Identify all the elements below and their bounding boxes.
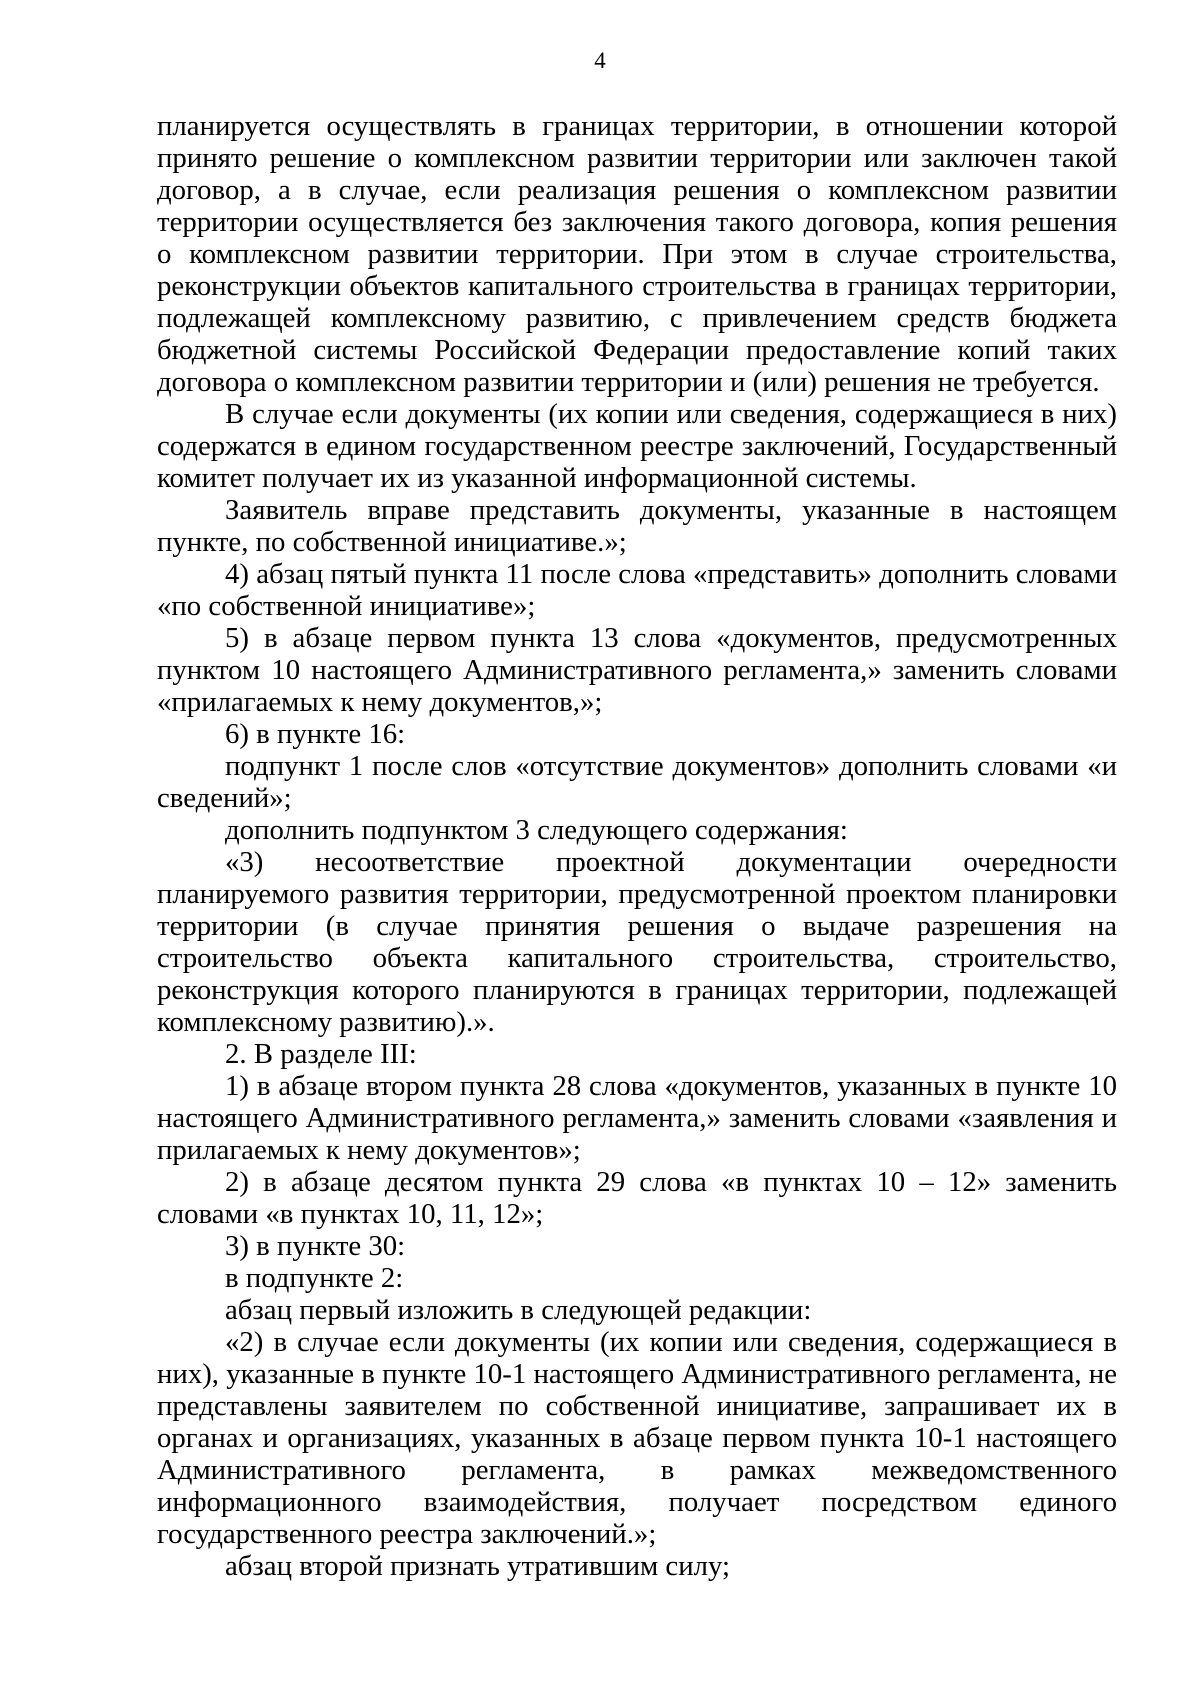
paragraph: 5) в абзаце первом пункта 13 слова «документов, предусмотренных пунктом 10 настоящего Административного регламента,» заменить словами «прилагаемых к нему документов,»; [157,622,1117,718]
paragraph: абзац первый изложить в следующей редакции: [225,1294,812,1326]
paragraph: в подпункте 2: [225,1262,404,1294]
paragraph: В случае если документы (их копии или сведения, содержащиеся в них) содержатся в едином государственном реестре заключений, Государственный комитет получает их из указанной информационной системы. [157,398,1117,494]
page-number: 4 [594,48,606,73]
paragraph: дополнить подпунктом 3 следующего содержания: [225,814,848,846]
paragraph: «2) в случае если документы (их копии или сведения, содержащиеся в них), указанные в пункте 10-1 настоящего Административного регламента, не представлены заявителем по собственной инициативе, запрашивает их в органах и организациях, указанных в абзаце первом пункта 10-1 настоящего Административного регламента, в рамках межведомственного информационного взаимодействия, получает посредством единого государственного реестра заключений.»; [157,1326,1117,1550]
paragraph: 3) в пункте 30: [225,1230,406,1262]
paragraph: 4) абзац пятый пункта 11 после слова «представить» дополнить словами «по собственной инициативе»; [157,558,1117,622]
document-body [157,110,1117,1582]
paragraph: 1) в абзаце втором пункта 28 слова «документов, указанных в пункте 10 настоящего Административного регламента,» заменить словами «заявления и прилагаемых к нему документов»; [157,1070,1117,1166]
paragraph: «3) несоответствие проектной документации очередности планируемого развития территории, предусмотренной проектом планировки территории (в случае принятия решения о выдаче разрешения на строительство объекта капитального строительства, строительство, реконструкция которого планируются в границах территории, подлежащей комплексному развитию).». [157,846,1117,1038]
paragraph: 2) в абзаце десятом пункта 29 слова «в пунктах 10 – 12» заменить словами «в пунктах 10, 11, 12»; [157,1166,1117,1230]
paragraph: планируется осуществлять в границах территории, в отношении которой принято решение о комплексном развитии территории или заключен такой договор, а в случае, если реализация решения о комплексном развитии территории осуществляется без заключения такого договора, копия решения о комплексном развитии территории. При этом в случае строительства, реконструкции объектов капитального строительства в границах территории, подлежащей комплексному развитию, с привлечением средств бюджета бюджетной системы Российской Федерации предоставление копий таких договора о комплексном развитии территории и (или) решения не требуется. [157,110,1117,398]
paragraph: 2. В разделе III: [225,1038,417,1070]
paragraph: подпункт 1 после слов «отсутствие документов» дополнить словами «и сведений»; [157,750,1117,814]
paragraph: Заявитель вправе представить документы, указанные в настоящем пункте, по собственной инициативе.»; [157,494,1117,558]
paragraph: абзац второй признать утратившим силу; [225,1550,730,1582]
paragraph: 6) в пункте 16: [225,718,406,750]
